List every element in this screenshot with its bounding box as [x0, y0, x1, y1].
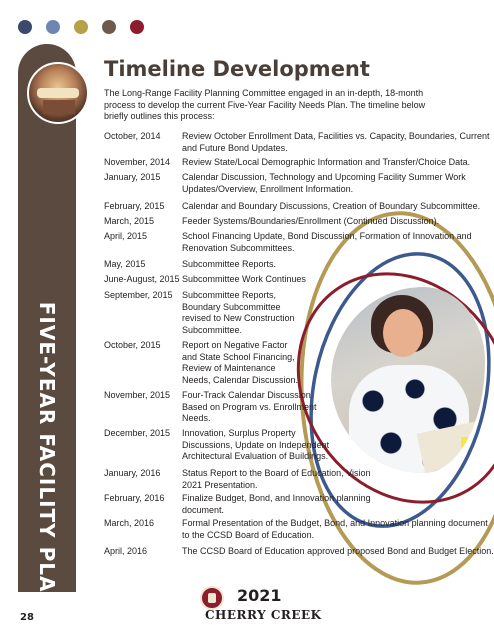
timeline-description-line: Architectural Evaluation of Buildings. [182, 451, 329, 461]
intro-paragraph: The Long-Range Facility Planning Committee engaged in an in-depth, 18-month process to develop the current Five-Year Facility Needs Plan. The timeline below briefly outlines this process: [104, 88, 426, 121]
timeline-description [182, 131, 489, 154]
timeline-description-line: to the CCSD Board of Education. [182, 529, 315, 540]
timeline-description-line: School Financing Update, Bond Discussion, Formation of Innovation and [182, 231, 472, 241]
timeline-description-line: Boundary Subcommittee [182, 301, 281, 312]
timeline-description-line: Review October Enrollment Data, Facilities vs. Capacity, Boundaries, Current [182, 131, 490, 141]
timeline-description [182, 546, 494, 558]
timeline-date: March, 2016 [104, 518, 155, 528]
timeline-date: December, 2015 [104, 428, 171, 438]
timeline-description-line: Innovation, Surplus Property [182, 428, 296, 438]
logo-name: CHERRY CREEK [205, 608, 322, 622]
timeline-date: October, 2015 [104, 340, 161, 350]
timeline-description-line: and State School Financing, [182, 351, 295, 362]
timeline-description [182, 216, 439, 228]
page-title: Timeline Development [104, 57, 370, 81]
timeline-description-line: Renovation Subcommittees. [182, 242, 295, 253]
timeline-date: February, 2015 [104, 201, 165, 211]
timeline-description [182, 274, 306, 286]
timeline-description [182, 340, 298, 386]
timeline-description [182, 201, 480, 213]
timeline-date: May, 2015 [104, 259, 146, 269]
timeline-date: April, 2015 [104, 231, 148, 241]
timeline-description-line: Review of Maintenance [182, 363, 276, 373]
district-seal-icon [200, 586, 224, 610]
timeline-date: March, 2015 [104, 216, 155, 226]
timeline-description [182, 259, 276, 271]
timeline-description [182, 518, 488, 541]
timeline-description [182, 428, 329, 463]
timeline-date: June-August, 2015 [104, 274, 180, 284]
timeline-description-line: Four-Track Calendar Discussion [182, 390, 311, 400]
timeline-description-line: Subcommittee Reports. [182, 259, 277, 269]
timeline-date: October, 2014 [104, 131, 161, 141]
timeline-description-line: Calendar and Boundary Discussions, Creation of Boundary Subcommittee. [182, 201, 481, 211]
timeline-description-line: Finalize Budget, Bond, and Innovation planning [182, 493, 371, 503]
timeline-description-line: Subcommittee Reports, [182, 290, 277, 300]
timeline-date: February, 2016 [104, 493, 165, 503]
timeline-description-line: and Future Bond Updates. [182, 142, 288, 153]
timeline-description [182, 231, 472, 254]
timeline-description-line: revised to New Construction [182, 313, 295, 323]
timeline-description [182, 290, 295, 336]
cherry-creek-logo [200, 584, 322, 624]
timeline-description [182, 493, 371, 516]
timeline-description-line: Report on Negative Factor [182, 340, 288, 350]
sidebar-title: FIVE-YEAR FACILITY PLAN [35, 301, 59, 611]
timeline-description-line: Based on Program vs. Enrollment [182, 401, 317, 412]
timeline-description-line: The CCSD Board of Education approved proposed Bond and Budget Election. [182, 546, 494, 556]
timeline-description-line: Feeder Systems/Boundaries/Enrollment (Continued Discussion). [182, 216, 440, 226]
timeline-description-line: Calendar Discussion, Technology and Upcoming Facility Summer Work [182, 172, 466, 182]
timeline-description-line: Status Report to the Board of Education, Vision [182, 468, 371, 478]
timeline-description-line: Subcommittee. [182, 324, 243, 335]
timeline-description-line: Needs, Calendar Discussion. [182, 374, 299, 385]
timeline-description-line: Discussions, Update on Independent [182, 439, 330, 450]
timeline-date: April, 2016 [104, 546, 148, 556]
timeline-date: January, 2016 [104, 468, 161, 478]
page-number: 28 [20, 612, 34, 623]
timeline-description-line: Subcommittee Work Continues [182, 274, 306, 284]
timeline-date: September, 2015 [104, 290, 173, 300]
timeline-date: November, 2015 [104, 390, 171, 400]
timeline-description-line: Updates/Overview, Enrollment Information. [182, 183, 354, 194]
timeline-description [182, 468, 370, 491]
timeline-description [182, 157, 470, 169]
timeline-date: November, 2014 [104, 157, 171, 167]
timeline-date: January, 2015 [104, 172, 161, 182]
timeline-description [182, 172, 466, 195]
logo-year: 2021 [237, 586, 282, 605]
timeline-description-line: Formal Presentation of the Budget, Bond, and Innovation planning document [182, 518, 488, 528]
timeline-description-line: 2021 Presentation. [182, 479, 258, 490]
timeline-description-line: Needs. [182, 413, 211, 423]
timeline-description-line: document. [182, 504, 225, 515]
timeline-description [182, 390, 317, 425]
timeline-description-line: Review State/Local Demographic Information and Transfer/Choice Data. [182, 157, 471, 167]
